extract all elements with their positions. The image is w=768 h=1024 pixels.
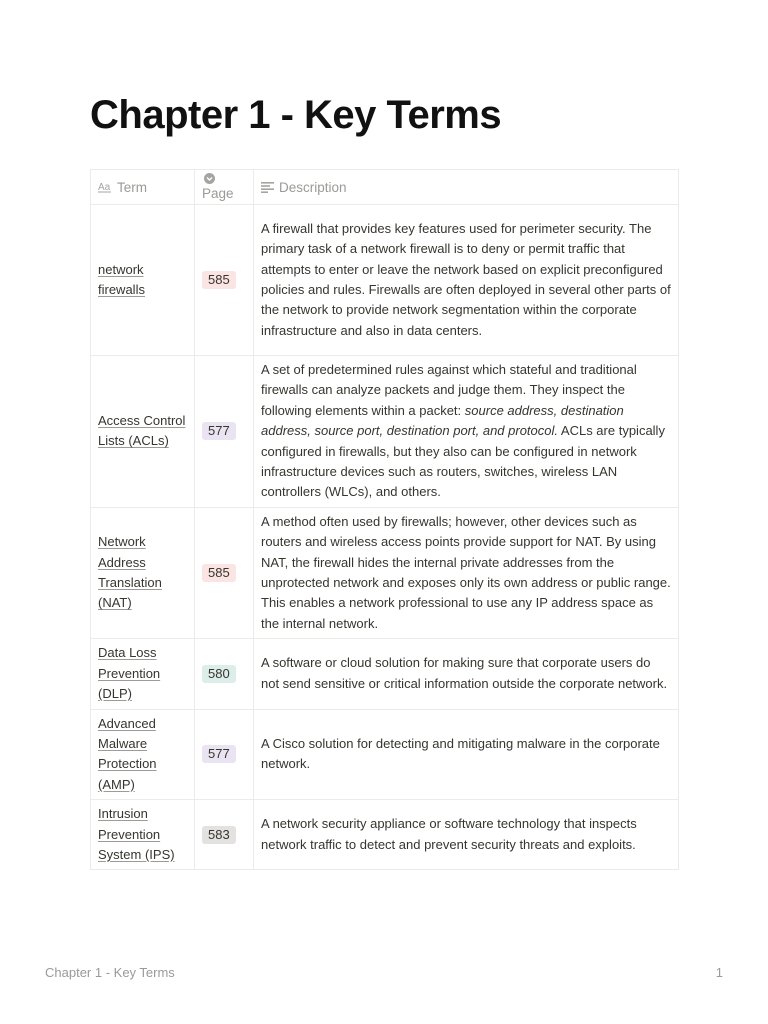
description-cell	[254, 800, 679, 870]
page-badge: 577	[202, 745, 236, 763]
table-row	[91, 800, 679, 870]
description-cell	[254, 709, 679, 800]
page-cell	[195, 639, 254, 709]
page-badge: 585	[202, 564, 236, 582]
description-text: A firewall that provides key features used for perimeter security. The primary task of a network firewall is to deny or permit traffic that attempts to enter or leave the network based on explicit preconfigured policies and rules. Firewalls are often deployed in several other parts of the network to provide network segmentation within the corporate infrastructure and also in data centers.	[261, 220, 671, 338]
page-badge: 585	[202, 271, 236, 289]
page-cell	[195, 356, 254, 508]
key-terms-table	[90, 169, 679, 870]
page-cell	[195, 800, 254, 870]
description-text: A set of predetermined rules against which stateful and traditional firewalls can analyze packets and judge them. They inspect the following elements within a packet:	[261, 362, 637, 418]
footer-page-number: 1	[715, 965, 723, 980]
term-cell	[91, 507, 195, 638]
term-cell	[91, 639, 195, 709]
table-row	[91, 709, 679, 800]
page-cell	[195, 507, 254, 638]
term-link[interactable]: Access Control Lists (ACLs)	[98, 413, 186, 449]
column-header-term[interactable]	[91, 170, 195, 205]
description-text: ACLs are typically configured in firewalls, but they also can be configured in network infrastructure devices such as routers, switches, wireless LAN controllers (WLCs), and others.	[261, 423, 665, 500]
text-lines-icon	[261, 182, 274, 193]
select-chevron-icon	[204, 173, 215, 184]
column-header-label: Term	[117, 179, 147, 195]
table-header-row	[91, 170, 679, 205]
term-link[interactable]: network firewalls	[98, 261, 145, 297]
text-type-icon	[98, 181, 112, 193]
column-header-page[interactable]	[195, 170, 254, 205]
table-row	[91, 507, 679, 638]
table-row	[91, 639, 679, 709]
column-header-description[interactable]	[254, 170, 679, 205]
svg-text:Aa: Aa	[98, 182, 111, 193]
term-cell	[91, 709, 195, 800]
page-badge: 577	[202, 422, 236, 440]
description-cell	[254, 639, 679, 709]
term-link[interactable]: Data Loss Prevention (DLP)	[98, 645, 161, 702]
description-text: A software or cloud solution for making sure that corporate users do not send sensitive or critical information outside the corporate network.	[261, 655, 668, 691]
table-row	[91, 205, 679, 356]
description-text: A Cisco solution for detecting and mitigating malware in the corporate network.	[261, 735, 660, 772]
term-cell	[91, 356, 195, 508]
table-row	[91, 356, 679, 508]
column-header-label: Page	[202, 185, 234, 201]
description-cell	[254, 507, 679, 638]
footer-title: Chapter 1 - Key Terms	[45, 965, 175, 980]
page-title: Chapter 1 - Key Terms	[90, 93, 502, 137]
page-badge: 583	[202, 826, 236, 844]
page-badge: 580	[202, 665, 236, 683]
column-header-label: Description	[279, 179, 347, 195]
term-cell	[91, 800, 195, 870]
description-cell	[254, 356, 679, 508]
description-text: A network security appliance or software technology that inspects network traffic to detect and prevent security threats and exploits.	[261, 816, 637, 852]
term-cell	[91, 205, 195, 356]
description-text: A method often used by firewalls; however, other devices such as routers and wireless access points provide support for NAT. By using NAT, the firewall hides the internal private addresses from the unprotected network and exposes only its own address or public range. This enables a network professional to use any IP address space as the internal network.	[261, 513, 671, 631]
page-cell	[195, 709, 254, 800]
description-cell	[254, 205, 679, 356]
term-link[interactable]: Network Address Translation (NAT)	[98, 534, 162, 611]
page-cell	[195, 205, 254, 356]
term-link[interactable]: Advanced Malware Protection (AMP)	[98, 715, 157, 792]
description-emphasis: source address, destination address, source port, destination port, and protocol.	[261, 402, 624, 439]
term-link[interactable]: Intrusion Prevention System (IPS)	[98, 806, 175, 862]
